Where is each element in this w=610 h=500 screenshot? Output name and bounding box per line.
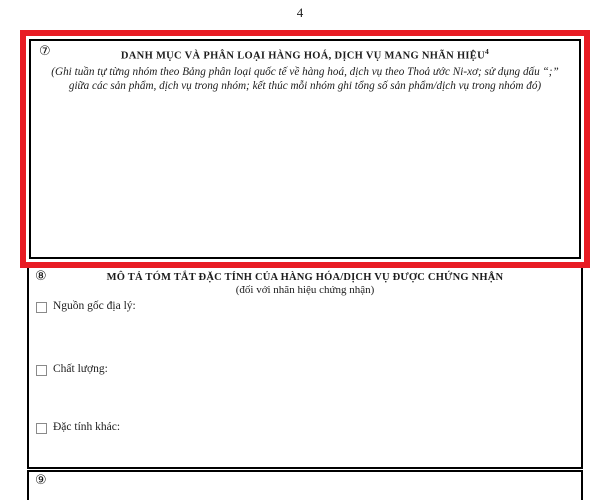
section7-instructions — [41, 65, 569, 94]
section7-cell — [29, 39, 581, 259]
checkbox-row-geographic-origin — [36, 300, 136, 313]
circled-9-icon: ⑨ — [35, 473, 47, 488]
section7-footnote-ref: 4 — [485, 47, 490, 56]
section7-title-text: DANH MỤC VÀ PHÂN LOẠI HÀNG HOÁ, DỊCH VỤ MANG NHÃN HIỆU — [120, 50, 485, 62]
quality-checkbox[interactable] — [36, 365, 47, 376]
other-characteristics-label: Đặc tính khác: — [53, 421, 121, 433]
section7-goods-list-area[interactable] — [31, 94, 579, 224]
quality-label: Chất lượng: — [53, 363, 108, 375]
section8-subtitle: (đối với nhãn hiệu chứng nhận) — [235, 284, 375, 296]
section7-instructions-line1: (Ghi tuần tự từng nhóm theo Bảng phân loại quốc tế về hàng hoá, dịch vụ theo Thoả ước Ni-xơ; sử dụng dấu “;” — [51, 65, 559, 78]
geographic-origin-checkbox[interactable] — [36, 302, 47, 313]
checkbox-row-other-characteristics — [36, 421, 120, 434]
highlight-rectangle-section7 — [20, 30, 590, 268]
geographic-origin-label: Nguồn gốc địa lý: — [53, 300, 136, 312]
checkbox-row-quality — [36, 363, 108, 376]
circled-7-icon: ⑦ — [39, 44, 51, 59]
section8-cell — [27, 266, 583, 469]
section8-title: MÔ TẢ TÓM TẮT ĐẶC TÍNH CỦA HÀNG HÓA/DỊCH VỤ ĐƯỢC CHỨNG NHẬN — [106, 272, 504, 283]
page-number: 4 — [296, 5, 304, 20]
section7-title — [61, 47, 549, 62]
other-characteristics-checkbox[interactable] — [36, 423, 47, 434]
circled-8-icon: ⑧ — [35, 269, 47, 284]
section7-instructions-line2: giữa các sản phẩm, dịch vụ trong nhóm; kết thúc mỗi nhóm ghi tổng số sản phẩm/dịch vụ trong nhóm đó) — [68, 80, 542, 92]
section9-cell — [27, 470, 583, 500]
